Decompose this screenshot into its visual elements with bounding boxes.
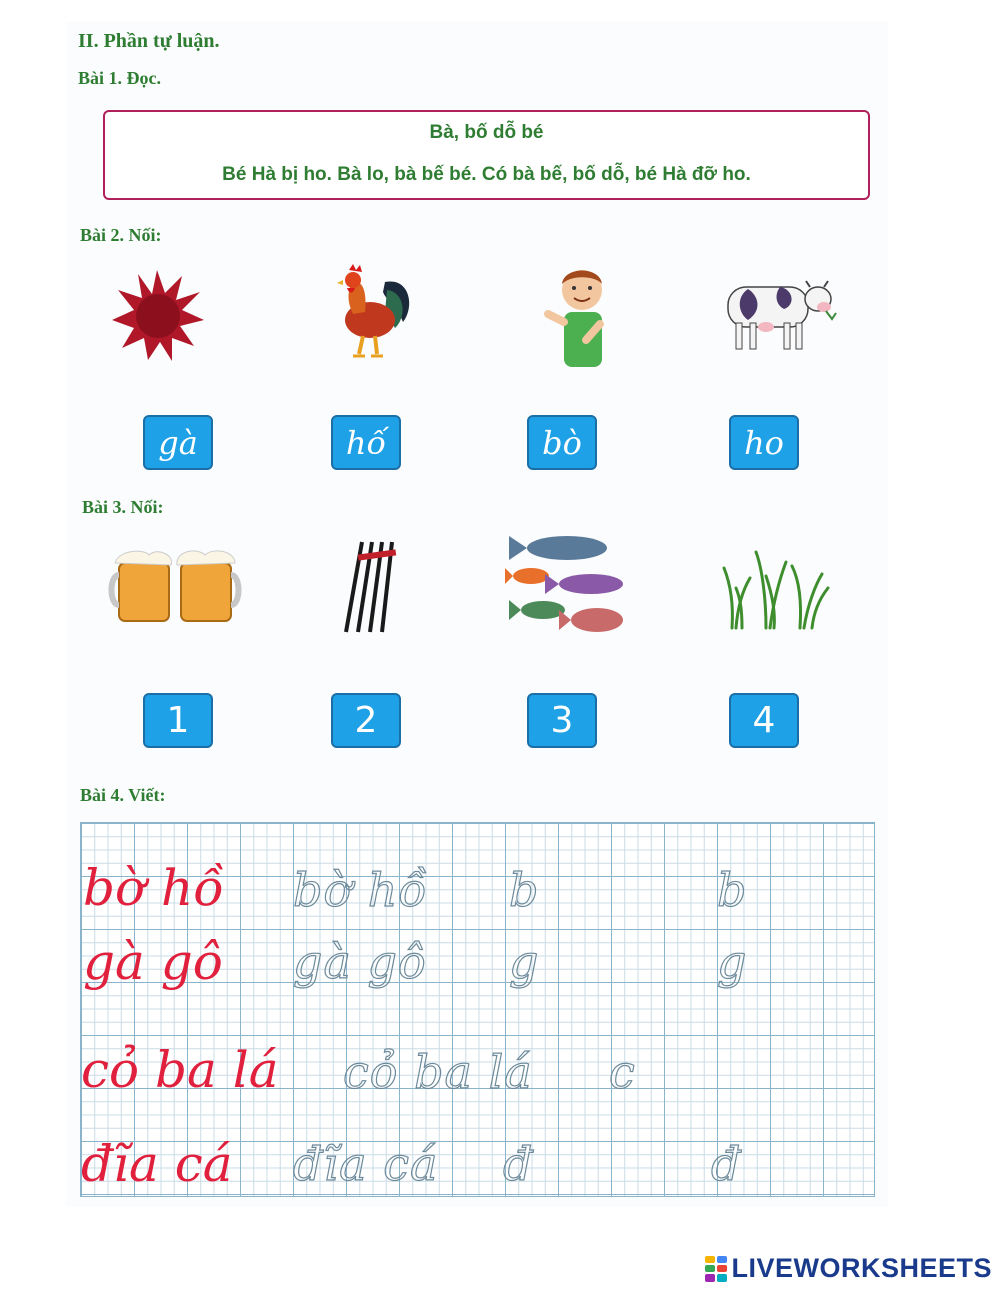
trace-word: bờ hồ: [293, 863, 428, 917]
exercise-3-heading: Bài 3. Nối:: [82, 497, 164, 517]
reading-box: [103, 110, 870, 200]
exercise-1-heading: Bài 1. Đọc.: [78, 68, 161, 88]
word-tile-1[interactable]: gà: [143, 415, 213, 470]
reading-title: Bà, bố dỗ bé: [429, 122, 544, 143]
brand-text: LIVEWORKSHEETS: [731, 1253, 992, 1283]
fish-group-icon[interactable]: [505, 528, 630, 643]
beer-mugs-icon[interactable]: [105, 545, 245, 625]
word-tile-3[interactable]: bò: [527, 415, 597, 470]
chopsticks-icon[interactable]: [340, 538, 400, 636]
exercise-4-heading: Bài 4. Viết:: [80, 785, 166, 805]
trace-word: gà gô: [293, 935, 427, 989]
model-word: đĩa cá: [81, 1135, 233, 1193]
writing-row-2: [81, 933, 874, 1003]
word-tile-2[interactable]: hố: [331, 415, 401, 470]
writing-grid[interactable]: [80, 822, 875, 1197]
trace-letter: c: [609, 1045, 636, 1099]
logo-blocks-icon: [705, 1256, 727, 1282]
trace-letter: đ: [711, 1137, 742, 1191]
writing-row-3: [81, 1041, 874, 1101]
section-title: II. Phần tự luận.: [78, 30, 220, 52]
coughing-boy-icon[interactable]: [542, 262, 622, 370]
writing-row-4: [81, 1135, 874, 1201]
cow-icon[interactable]: [718, 265, 838, 355]
number-tile-4[interactable]: 4: [729, 693, 799, 748]
trace-letter: đ: [503, 1137, 534, 1191]
number-tile-1[interactable]: 1: [143, 693, 213, 748]
reading-text: Bé Hà bị ho. Bà lo, bà bế bé. Có bà bế, bố dỗ, bé Hà đỡ ho.: [222, 164, 751, 185]
trace-word: đĩa cá: [293, 1137, 439, 1191]
number-tile-3[interactable]: 3: [527, 693, 597, 748]
trace-letter: b: [509, 863, 540, 917]
sun-burst-icon[interactable]: [110, 268, 205, 363]
trace-word: cỏ ba lá: [343, 1045, 533, 1099]
grass-icon[interactable]: [722, 548, 832, 630]
model-word: cỏ ba lá: [81, 1041, 279, 1099]
model-word: gà gô: [83, 933, 223, 991]
exercise-2-heading: Bài 2. Nối:: [80, 225, 162, 245]
trace-letter: g: [717, 935, 748, 989]
rooster-icon[interactable]: [325, 262, 415, 360]
liveworksheets-logo[interactable]: [705, 1253, 992, 1284]
word-tile-4[interactable]: ho: [729, 415, 799, 470]
trace-letter: g: [509, 935, 540, 989]
writing-row-1: [81, 859, 874, 919]
model-word: bờ hồ: [83, 859, 224, 917]
trace-letter: b: [717, 863, 748, 917]
number-tile-2[interactable]: 2: [331, 693, 401, 748]
